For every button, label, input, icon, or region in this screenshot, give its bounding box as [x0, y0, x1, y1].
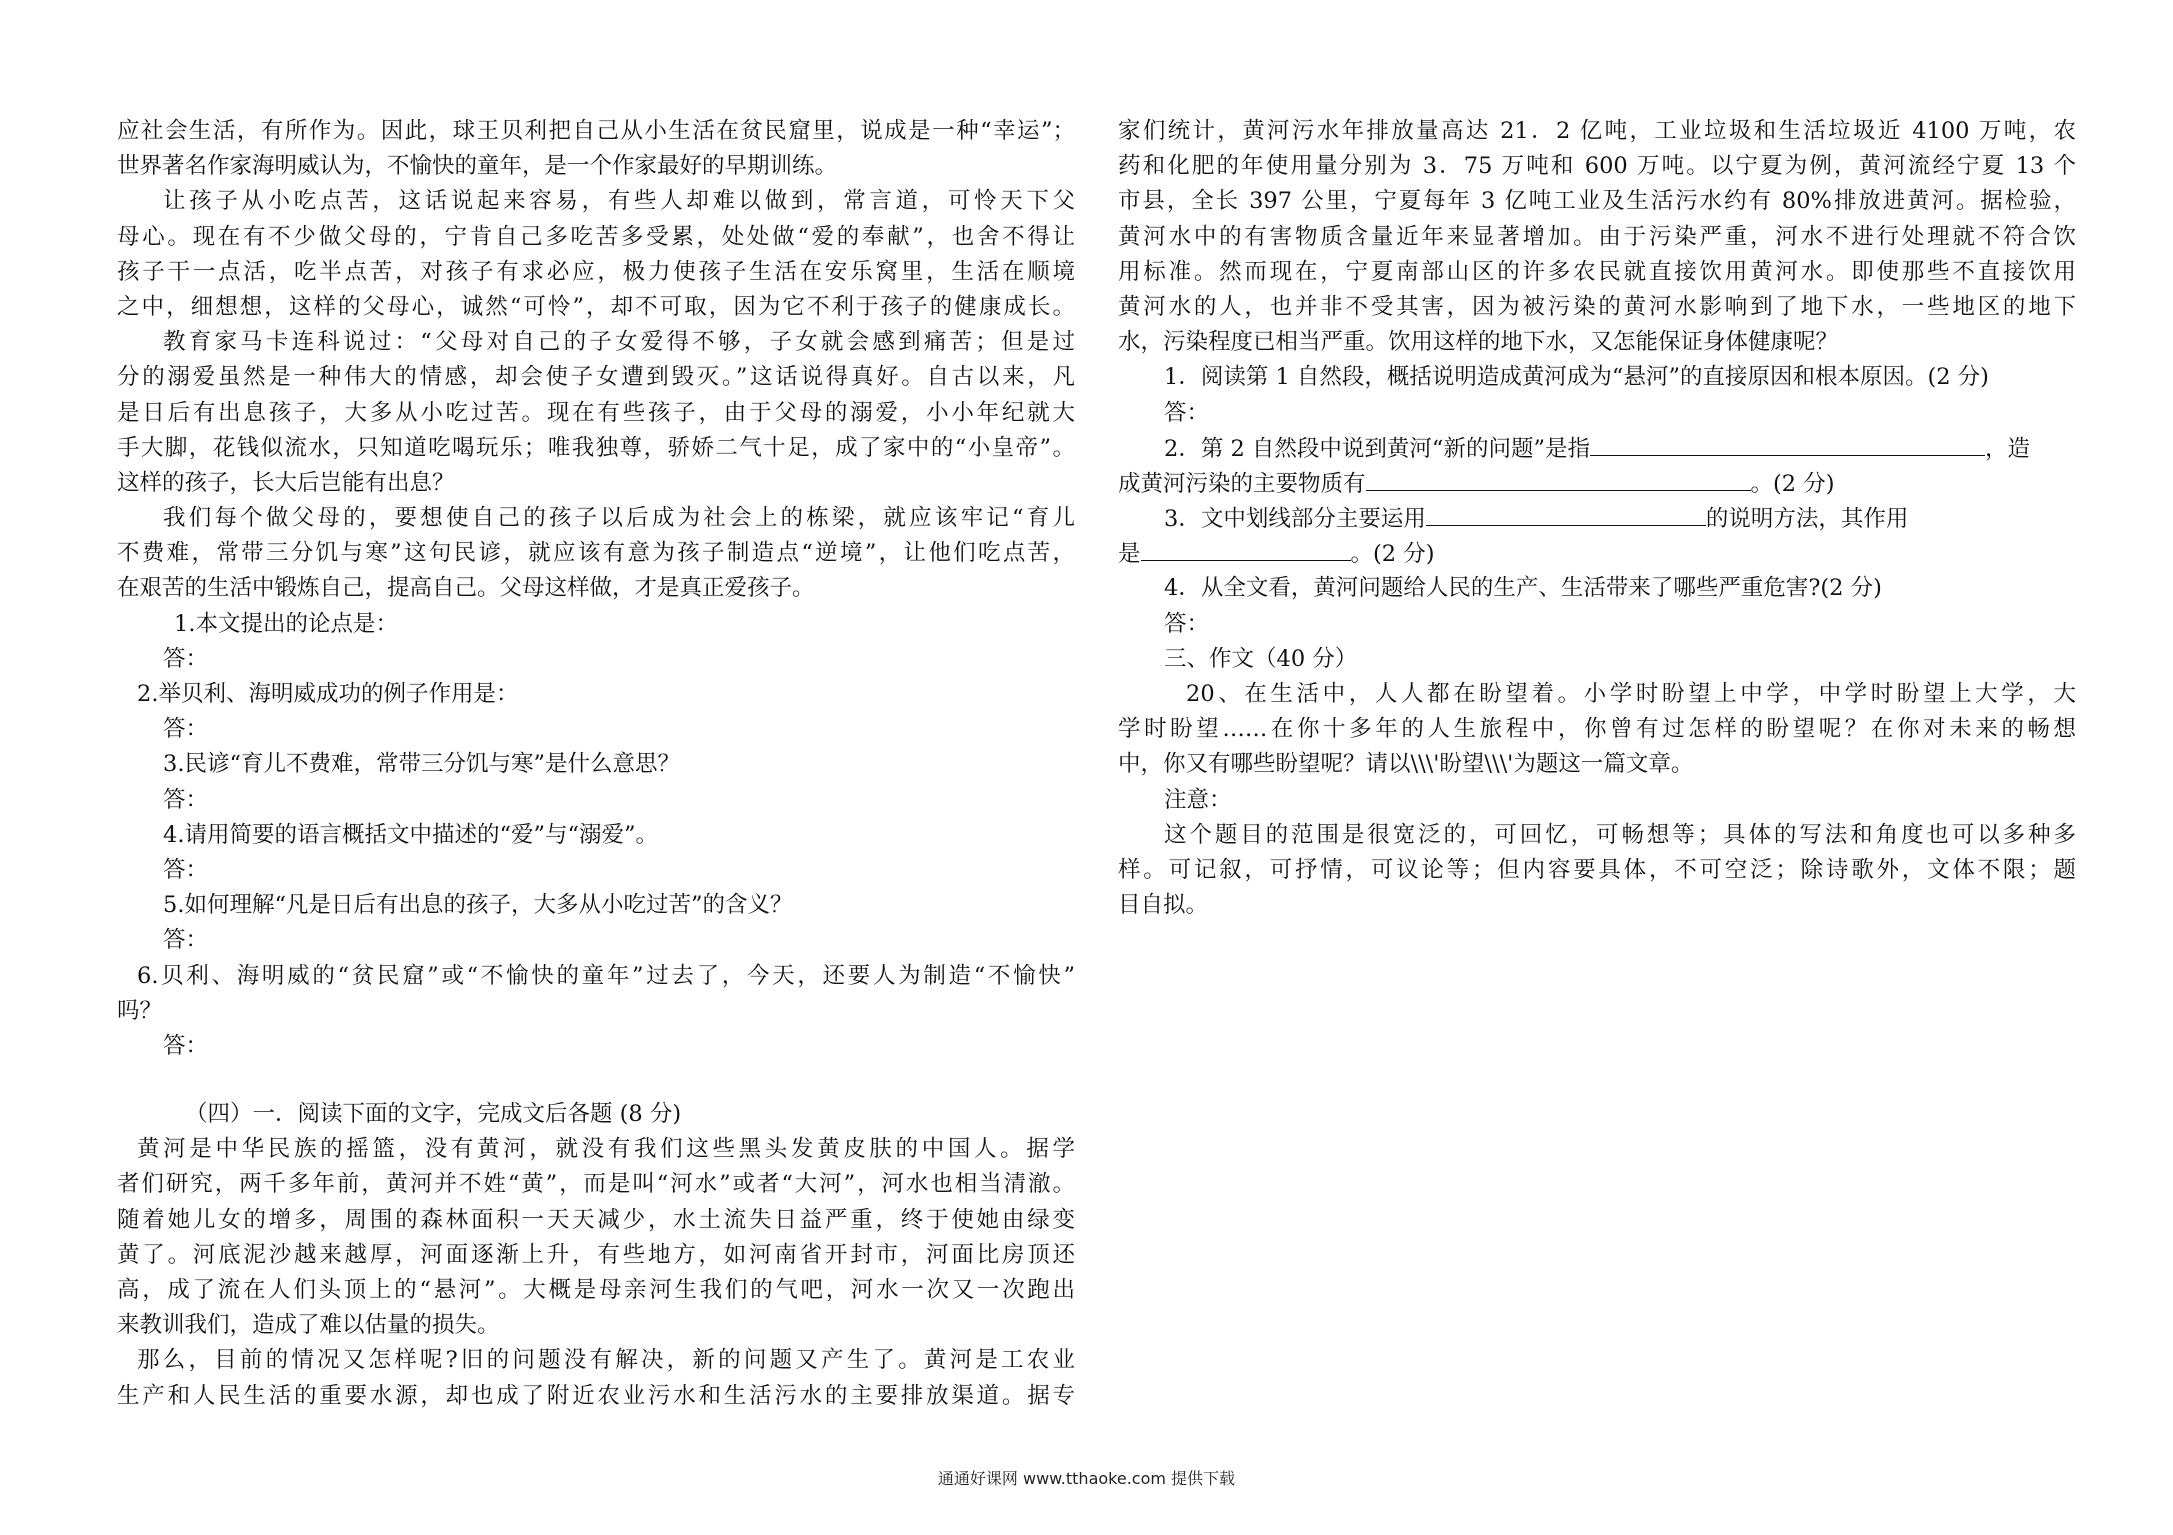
text-line: 不费难，常带三分饥与寒”这句民谚，就应该有意为孩子制造点“逆境”，让他们吃点苦，	[117, 540, 1075, 567]
composition-heading: 三、作文（40 分）	[1164, 645, 1358, 672]
note-text: 这个题目的范围是很宽泛的，可回忆，可畅想等；具体的写法和角度也可以多种多	[1164, 821, 2076, 848]
answer-label: 答：	[163, 856, 209, 883]
question-5: 5.如何理解“凡是日后有出息的孩子，大多从小吃过苦”的含义？	[163, 892, 793, 919]
answer-label: 答：	[163, 927, 209, 954]
text-line: 之中，细想想，这样的父母心，诚然“可怜”，却不可取，因为它不利于孩子的健康成长。	[117, 293, 1075, 320]
text-line: 者们研究，两千多年前，黄河并不姓“黄”，而是叫“河水”或者“大河”，河水也相当清澈。	[117, 1171, 1075, 1198]
composition-prompt: 中，你又有哪些盼望呢？请以\\\'盼望\\\'为题这一篇文章。	[1118, 751, 1694, 778]
question-3: 3.民谚“育儿不费难，常带三分饥与寒”是什么意思？	[163, 751, 680, 778]
question-2: 2.举贝利、海明威成功的例子作用是：	[137, 681, 519, 707]
text-line: 手大脚，花钱似流水，只知道吃喝玩乐；唯我独尊，骄娇二气十足，成了家中的“小皇帝”。	[117, 434, 1075, 461]
answer-blank[interactable]	[1366, 466, 1751, 491]
text-line: 来教训我们，造成了难以估量的损失。	[117, 1312, 500, 1339]
text-line: 水，污染程度已相当严重。饮用这样的地下水，又怎能保证身体健康呢？	[1118, 329, 1839, 356]
text-line: 家们统计，黄河污水年排放量高达 21．2 亿吨，工业垃圾和生活垃圾近 4100 万吨，农	[1118, 118, 2076, 144]
answer-label: 答：	[163, 716, 209, 743]
answer-label: 答：	[163, 645, 209, 672]
note-text: 样。可记叙，可抒情，可议论等；但内容要具体，不可空泛；除诗歌外，文体不限；题	[1118, 856, 2076, 883]
river-question-2-cont	[1118, 466, 2076, 501]
text-line: 应社会生活，有所作为。因此，球王贝利把自己从小生活在贫民窟里，说成是一种“幸运”；	[117, 118, 1075, 144]
answer-blank[interactable]	[1590, 431, 1985, 456]
text-line: 黄了。河底泥沙越来越厚，河面逐渐上升，有些地方，如河南省开封市，河面比房顶还	[117, 1241, 1075, 1268]
text-line: 黄河水的人，也并非不受其害，因为被污染的黄河水影响到了地下水，一些地区的地下	[1118, 293, 2076, 320]
answer-label: 答：	[1164, 610, 1210, 637]
question-1: 1.本文提出的论点是：	[174, 610, 398, 637]
question-text: 3．文中划线部分主要运用	[1164, 506, 1426, 533]
text-line: 生产和人民生活的重要水源，却也成了附近农业污水和生活污水的主要排放渠道。据专	[117, 1382, 1075, 1409]
question-4: 4.请用简要的语言概括文中描述的“爱”与“溺爱”。	[163, 821, 658, 848]
question-6-cont: 吗？	[117, 997, 163, 1024]
river-question-2	[1118, 431, 2076, 466]
river-question-1: 1．阅读第 1 自然段，概括说明造成黄河成为“悬河”的直接原因和根本原因。(2 分)	[1164, 364, 1989, 391]
right-column	[1118, 114, 2076, 923]
river-question-3-cont	[1118, 536, 2076, 571]
composition-prompt: 学时盼望……在你十多年的人生旅程中，你曾有过怎样的盼望呢？在你对未来的畅想	[1118, 716, 2076, 743]
river-question-3	[1118, 501, 2076, 536]
page-footer: 通通好课网 www.tthaoke.com 提供下载	[937, 1469, 1236, 1488]
question-text: 成黄河污染的主要物质有	[1118, 470, 1366, 497]
text-line: 这样的孩子，长大后岂能有出息？	[117, 469, 455, 496]
answer-blank[interactable]	[1426, 501, 1706, 526]
text-line: 是日后有出息孩子，大多从小吃过苦。现在有些孩子，由于父母的溺爱，小小年纪就大	[117, 399, 1075, 426]
text-line: 黄河水中的有害物质含量近年来显著增加。由于污染严重，河水不进行处理就不符合饮	[1118, 223, 2076, 250]
answer-blank[interactable]	[1141, 536, 1351, 561]
note-text: 目自拟。	[1118, 892, 1209, 919]
text-line: 市县，全长 397 公里，宁夏每年 3 亿吨工业及生活污水约有 80%排放进黄河。据检验，	[1118, 188, 2076, 215]
text-line: 高，成了流在人们头顶上的“悬河”。大概是母亲河生我们的气吧，河水一次又一次跑出	[117, 1277, 1075, 1303]
question-text: 。(2 分)	[1750, 470, 1835, 497]
text-line: 用标准。然而现在，宁夏南部山区的许多农民就直接饮用黄河水。即使那些不直接饮用	[1118, 258, 2076, 285]
question-text: 。(2 分)	[1350, 541, 1435, 568]
question-text: ，造	[1984, 435, 2030, 462]
text-line: 黄河是中华民族的摇篮，没有黄河，就没有我们这些黑头发黄皮肤的中国人。据学	[137, 1136, 1075, 1163]
text-line: 孩子干一点活，吃半点苦，对孩子有求必应，极力使孩子生活在安乐窝里，生活在顺境	[117, 258, 1075, 285]
answer-label: 答：	[163, 1032, 209, 1059]
text-line: 教育家马卡连科说过：“父母对自己的子女爱得不够，子女就会感到痛苦；但是过	[163, 329, 1075, 356]
composition-prompt: 20、在生活中，人人都在盼望着。小学时盼望上中学，中学时盼望上大学，大	[1186, 681, 2076, 707]
question-text: 2．第 2 自然段中说到黄河“新的问题”是指	[1164, 435, 1590, 462]
answer-label: 答：	[163, 786, 209, 813]
left-column	[117, 114, 1075, 1414]
question-text: 的说明方法，其作用	[1705, 506, 1909, 533]
text-line: 母心。现在有不少做父母的，宁肯自己多吃苦多受累，处处做“爱的奉献”，也舍不得让	[117, 223, 1075, 250]
text-line: 随着她儿女的增多，周围的森林面积一天天减少，水土流失日益严重，终于使她由绿变	[117, 1206, 1075, 1233]
text-line: 分的溺爱虽然是一种伟大的情感，却会使子女遭到毁灭。”这话说得真好。自古以来，凡	[117, 364, 1075, 391]
text-line: 我们每个做父母的，要想使自己的孩子以后成为社会上的栋梁，就应该牢记“育儿	[163, 505, 1075, 532]
text-line: 让孩子从小吃点苦，这话说起来容易，有些人却难以做到，常言道，可怜天下父	[163, 188, 1075, 215]
text-line: 那么，目前的情况又怎样呢?旧的问题没有解决，新的问题又产生了。黄河是工农业	[137, 1347, 1075, 1374]
question-6: 6.贝利、海明威的“贫民窟”或“不愉快的童年”过去了，今天，还要人为制造“不愉快”	[137, 962, 1075, 989]
answer-label: 答：	[1164, 399, 1210, 426]
section-heading: （四）一．阅读下面的文字，完成文后各题 (8 分)	[185, 1101, 682, 1128]
text-line: 在艰苦的生活中锻炼自己，提高自己。父母这样做，才是真正爱孩子。	[117, 575, 815, 602]
river-question-4: 4．从全文看，黄河问题给人民的生产、生活带来了哪些严重危害?(2 分)	[1164, 575, 1882, 602]
note-label: 注意：	[1164, 786, 1232, 813]
text-line: 药和化肥的年使用量分别为 3．75 万吨和 600 万吨。以宁夏为例，黄河流经宁夏 13 个	[1118, 153, 2076, 180]
text-line: 世界著名作家海明威认为，不愉快的童年，是一个作家最好的早期训练。	[117, 153, 838, 180]
question-text: 是	[1118, 541, 1141, 568]
